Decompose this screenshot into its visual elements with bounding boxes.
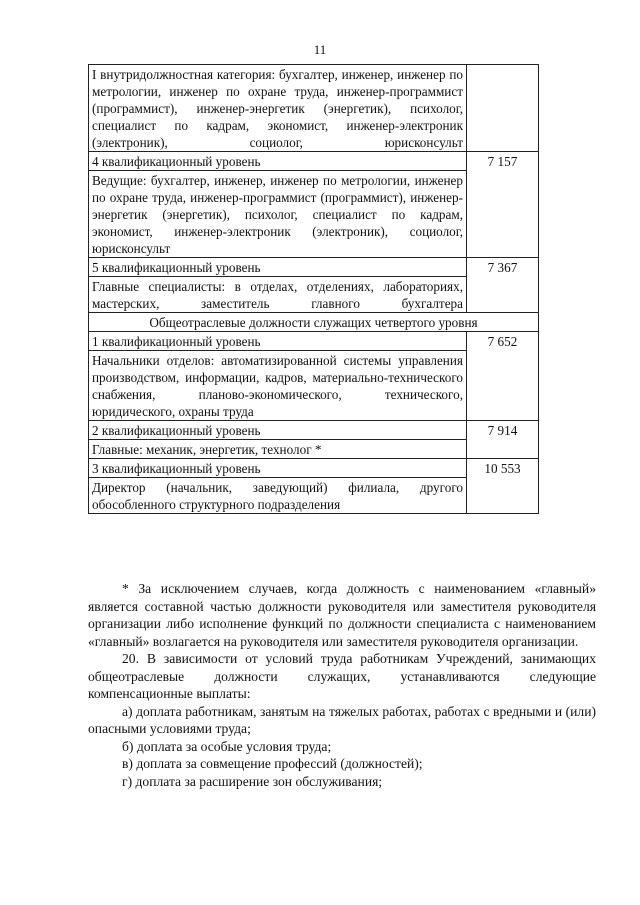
qualification-level: 2 квалификационный уровень [89,421,467,440]
paragraph-20: 20. В зависимости от условий труда работникам Учреждений, занимающих общеотраслевые должности служащих, устанавливаются следующие компенсационные выплаты: [88,651,596,701]
salary-amount: 7 652 [467,332,539,421]
table-row [89,332,539,351]
qualification-level: 5 квалификационный уровень [89,258,467,277]
footnote: * За исключением случаев, когда должность с наименованием «главный» является составной частью должности руководителя или заместителя руководителя организации либо исполнение функций по должности специалиста с наименованием «главный» возлагается на руководителя или заместителя руководителя организации. [88,581,596,649]
table-row [89,313,539,332]
salary-amount [467,65,539,152]
list-item: г) доплата за расширение зон обслуживания; [122,773,383,789]
salary-amount: 7 157 [467,152,539,258]
page-number: 11 [313,42,327,57]
salary-amount: 7 367 [467,258,539,313]
qualification-level: 4 квалификационный уровень [89,152,467,171]
salary-table [88,64,539,514]
table-row [89,459,539,478]
table-row [89,421,539,440]
list-item: б) доплата за особые условия труда; [122,738,332,754]
body-text [88,580,596,790]
salary-amount: 10 553 [467,459,539,514]
position-list: Главные специалисты: в отделах, отделениях, лабораториях, мастерских, заместитель главного бухгалтера [89,277,467,313]
table-row [89,65,539,152]
list-item: в) доплата за совмещение профессий (должностей); [122,756,423,771]
section-header: Общеотраслевые должности служащих четвертого уровня [89,313,539,332]
category-description: I внутридолжностная категория: бухгалтер, инженер, инженер по метрологии, инженер по охране труда, инженер-программист (программист), инженер-энергетик (энергетик), психолог, специалист по кадрам, экономист, инженер-электроник (электроник), социолог, юрисконсульт [89,65,467,152]
table-row [89,258,539,277]
position-list: Директор (начальник, заведующий) филиала, другого обособленного структурного подразделения [89,478,467,514]
list-item: а) доплата работникам, занятым на тяжелых работах, работах с вредными и (или) опасными условиями труда; [88,703,596,736]
qualification-level: 1 квалификационный уровень [89,332,467,351]
qualification-level: 3 квалификационный уровень [89,459,467,478]
position-list: Ведущие: бухгалтер, инженер, инженер по метрологии, инженер по охране труда, инженер-программист (программист), инженер-энергетик (энергетик), психолог, специалист по кадрам, экономист, инженер-электроник (электроник), социолог, юрисконсульт [89,171,467,258]
salary-amount: 7 914 [467,421,539,459]
position-list: Главные: механик, энергетик, технолог * [89,440,467,459]
table-row [89,152,539,171]
position-list: Начальники отделов: автоматизированной системы управления производством, информации, кадров, материально-технического снабжения, планово-экономического, технического, юридического, охраны труда [89,351,467,421]
